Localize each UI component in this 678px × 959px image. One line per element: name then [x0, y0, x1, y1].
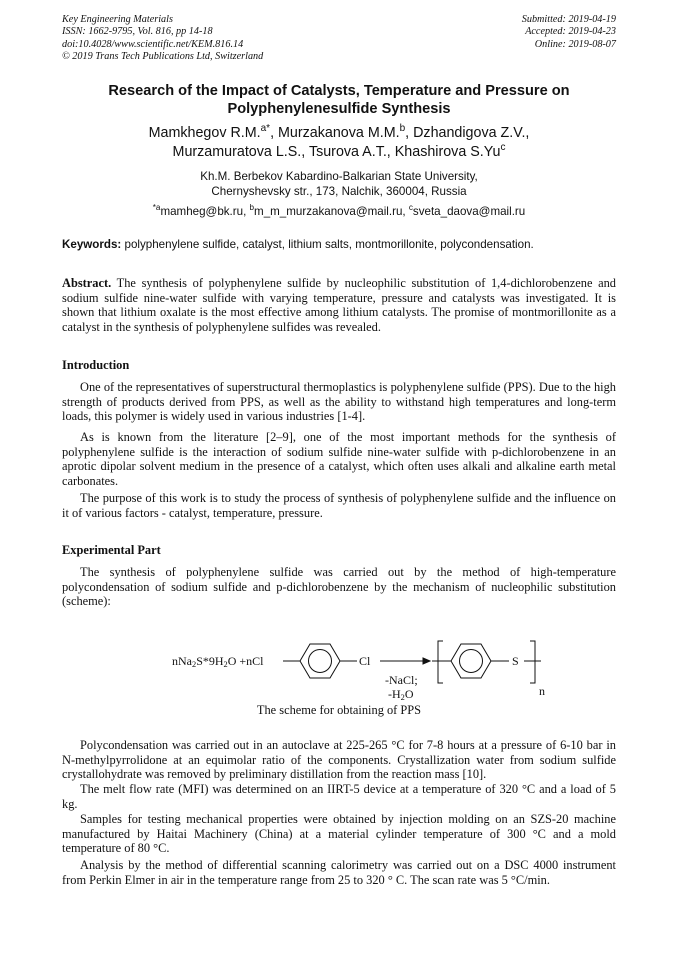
- benzene-ring-1-icon: [283, 644, 357, 678]
- authors: [62, 124, 616, 162]
- scheme-reagents: $nNa_2S*9H_2O +nCl$: [172, 654, 264, 669]
- scheme-cl: Cl: [359, 654, 371, 668]
- experimental-paragraph-2: Polycondensation was carried out in an autoclave at 225-265 °C for 7-8 hours at a pressure of 6-10 bar in N-methylpyrrolidone at an equimolar ratio of the components. Crystallization water from sodium sulfide crystallohydrate was removed by preliminary distillation from the reaction mass [10].: [62, 738, 616, 781]
- reaction-arrow-icon: [380, 658, 430, 664]
- scheme-graphic: [0, 620, 678, 710]
- scheme-byproduct-water: $-H_2O$: [388, 687, 414, 702]
- affiliation: [62, 169, 616, 199]
- experimental-paragraph-5: Analysis by the method of differential scanning calorimetry was carried out on a DSC 4000 instrument from Perkin Elmer in air in the temperature range from 25 to 320 ° C. The scan rate was 5 °C/min.: [62, 858, 616, 887]
- journal-name: Key Engineering Materials: [62, 14, 173, 25]
- issn-line: ISSN: 1662-9795, Vol. 816, pp 14-18: [62, 26, 213, 38]
- scheme-repeat-n: n: [539, 684, 545, 698]
- experimental-paragraph-3: The melt flow rate (MFI) was determined on an IIRT-5 device at a temperature of 320 °C and a load of 5 kg.: [62, 782, 616, 811]
- experimental-paragraph-4: Samples for testing mechanical properties were obtained by injection molding on an SZS-20 machine manufactured by Haitai Machinery (China) at a material cylinder temperature of 300 °C and a mold temperature of 80 °C.: [62, 812, 616, 855]
- keywords: [62, 238, 616, 252]
- introduction-heading: Introduction: [62, 358, 130, 372]
- keywords-text: polyphenylene sulfide, catalyst, lithium salts, montmorillonite, polycondensation.: [124, 238, 534, 251]
- intro-paragraph-1: One of the representatives of superstructural thermoplastics is polyphenylene sulfide (PPS). Due to the high strength of products derived from PPS, as well as the ability to withstand high temperatures and long-term loads, this polymer is widely used in various industries [1-4].: [62, 380, 616, 423]
- affiliation-line-2: Chernyshevsky str., 173, Nalchik, 360004, Russia: [211, 185, 467, 198]
- benzene-ring-2-icon: [432, 644, 541, 678]
- accepted-date: Accepted: 2019-04-23: [525, 26, 616, 38]
- left-bracket-icon: [438, 641, 443, 683]
- intro-paragraph-3: The purpose of this work is to study the process of synthesis of polyphenylene sulfide and the influence on it of various factors - catalyst, temperature, pressure.: [62, 491, 616, 520]
- scheme-sulfur: S: [512, 654, 519, 668]
- keywords-label: Keywords:: [62, 238, 122, 251]
- right-bracket-icon: [530, 641, 535, 683]
- online-date: Online: 2019-08-07: [534, 38, 616, 50]
- journal-info: [62, 14, 263, 63]
- abstract-text: The synthesis of polyphenylene sulfide by nucleophilic substitution of 1,4-dichlorobenzene and sodium sulfide nine-water sulfide with varying temperature, pressure and catalysts was investigated. It is shown that lithium oxalate is the most effective among lithium catalysts. The promise of montmorillonite as a catalyst in the synthesis of polyphenylene sulfides was revealed.: [62, 276, 617, 334]
- authors-line-1: Mamkhegov R.M.$^{a*}$, Murzakanova M.M.$^b$, Dzhandigova Z.V.,: [148, 123, 530, 141]
- abstract: [62, 276, 616, 334]
- reaction-scheme: [0, 620, 678, 710]
- paper-title: Research of the Impact of Catalysts, Temperature and Pressure on Polyphenylenesulfide Synthesis: [108, 83, 570, 117]
- copyright-line: © 2019 Trans Tech Publications Ltd, Switzerland: [62, 50, 264, 62]
- authors-line-2: Murzamuratova L.S., Tsurova A.T., Khashirova S.Yu$^c$: [172, 142, 506, 160]
- experimental-paragraph-1: The synthesis of polyphenylene sulfide was carried out by the method of high-temperature polycondensation of sodium sulfide and p-dichlorobenzene by the mechanism of nucleophilic substitution (scheme):: [62, 565, 616, 608]
- affiliation-line-1: Kh.M. Berbekov Kabardino-Balkarian State University,: [200, 170, 478, 183]
- scheme-byproduct-nacl: -NaCl;: [385, 673, 418, 687]
- scheme-caption: The scheme for obtaining of PPS: [256, 703, 422, 717]
- abstract-label: Abstract.: [62, 276, 112, 290]
- dates-info: [522, 14, 616, 51]
- doi-line: doi:10.4028/www.scientific.net/KEM.816.14: [62, 38, 244, 50]
- intro-paragraph-2: As is known from the literature [2–9], one of the most important methods for the synthesis of polyphenylene sulfide is the interaction of sodium sulfide nine-water sulfide with p-dichlorobenzene in an aprotic dipolar solvent medium in the presence of a catalyst, which often uses alkali and alkaline earth metal carbonates.: [62, 430, 616, 488]
- author-emails: $^{*a}$mamheg@bk.ru, $^b$m_m_murzakanova@mail.ru, $^c$sveta_daova@mail.ru: [152, 203, 526, 218]
- experimental-heading: Experimental Part: [62, 543, 161, 557]
- submitted-date: Submitted: 2019-04-19: [521, 14, 616, 25]
